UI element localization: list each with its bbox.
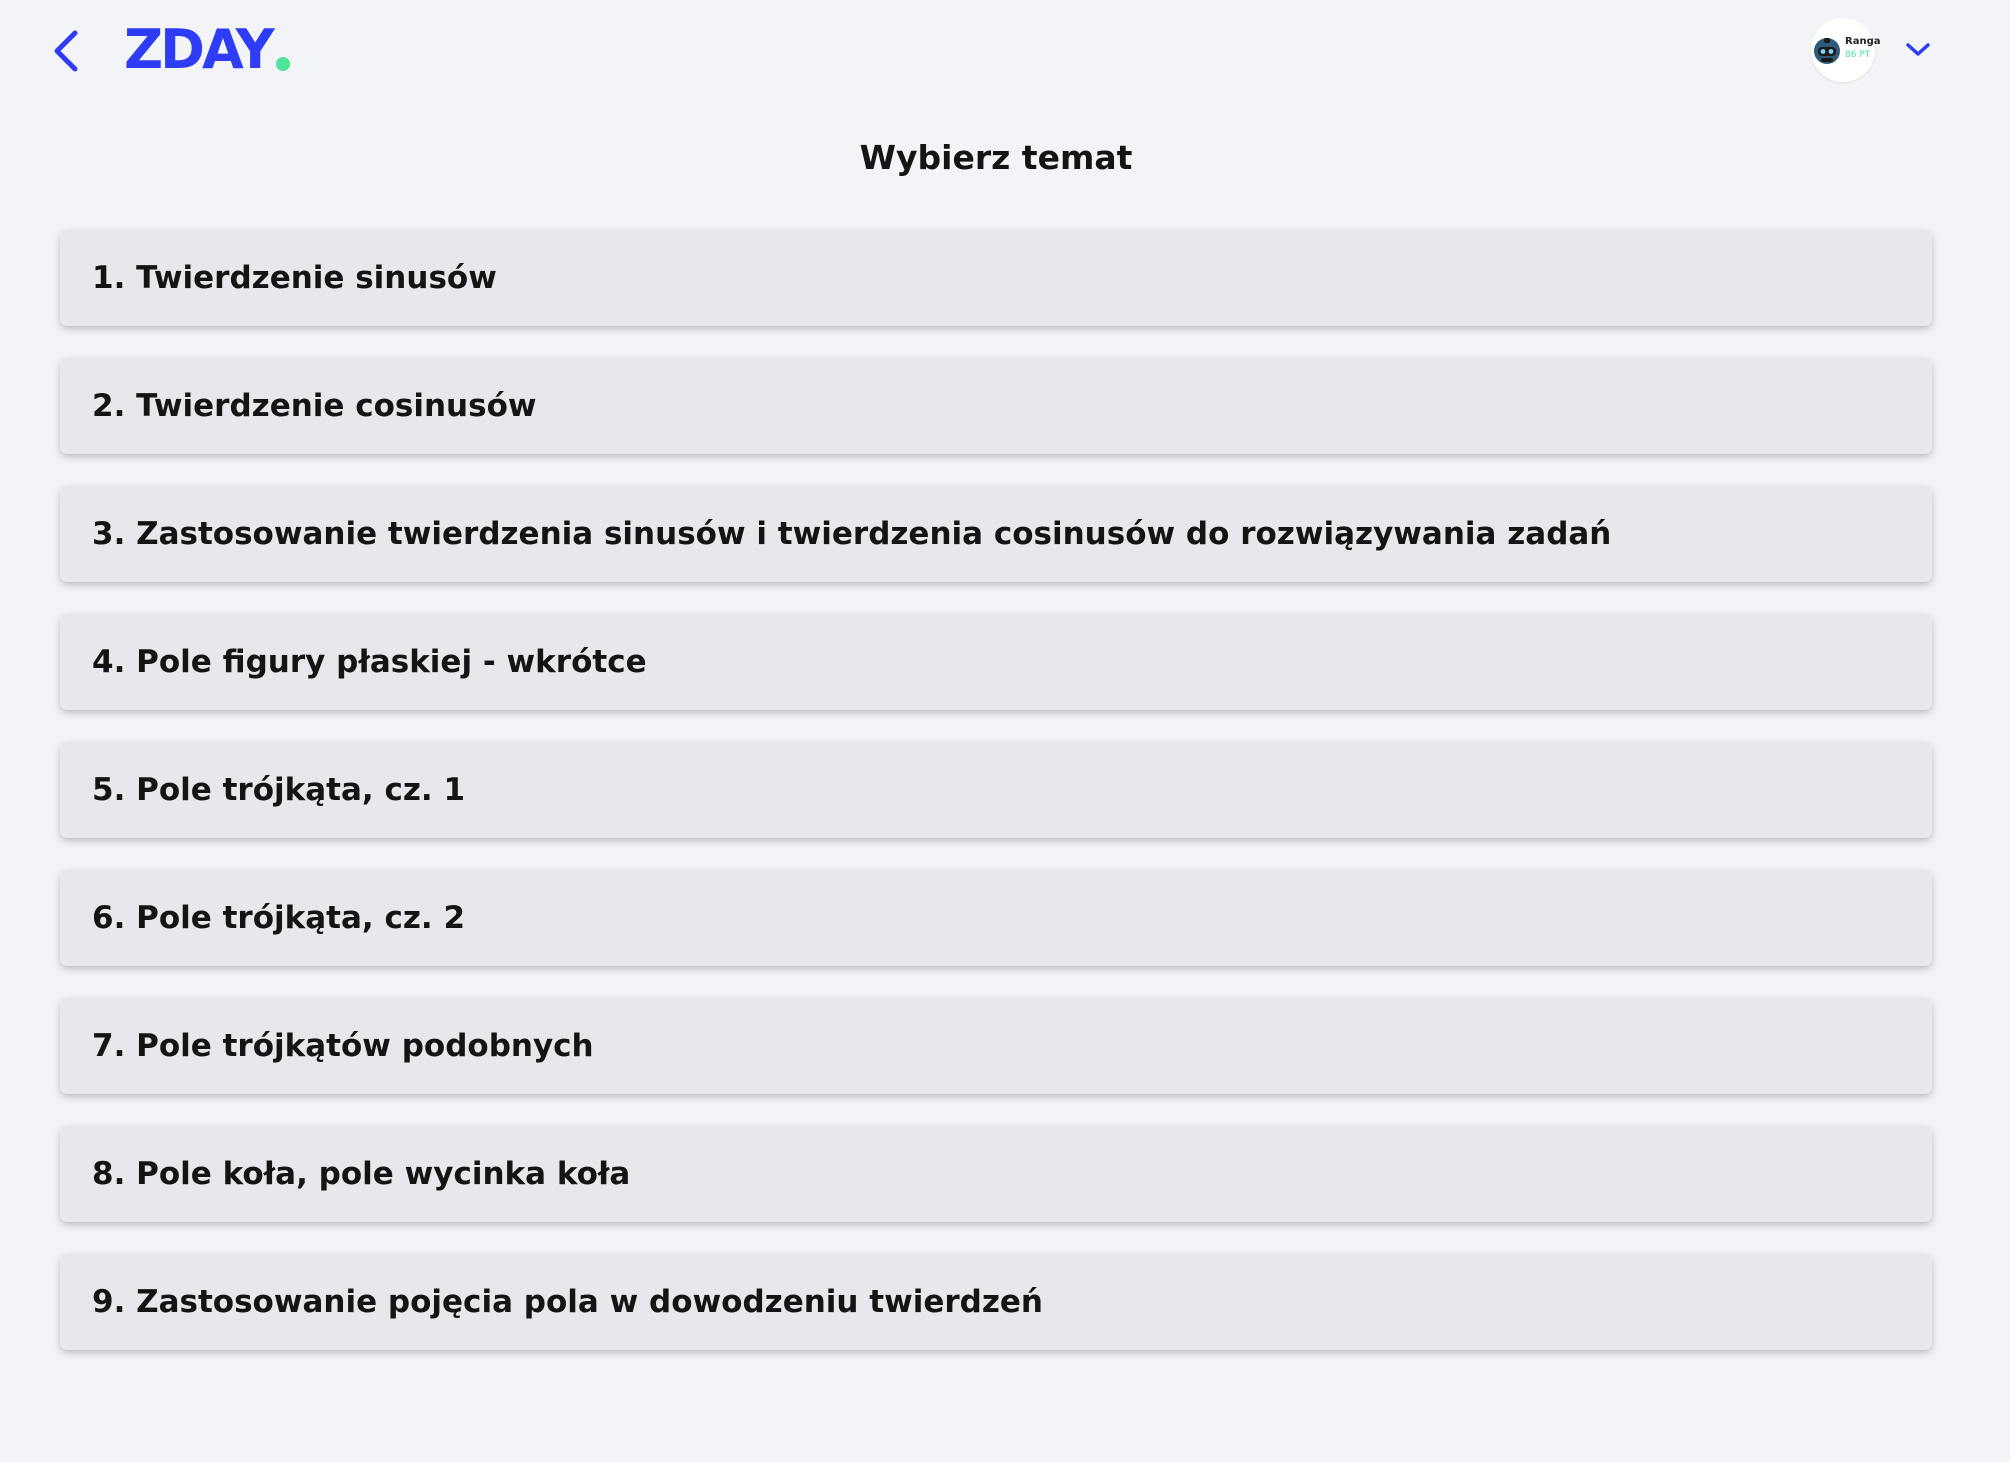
logo-dot (276, 57, 290, 71)
top-bar (0, 0, 2010, 100)
topic-item-8[interactable] (60, 1126, 1932, 1222)
chevron-down-icon (1904, 41, 1932, 59)
robot-avatar-icon (1811, 34, 1843, 66)
topic-list (60, 230, 1932, 1382)
back-button[interactable] (46, 26, 86, 76)
topic-item-3[interactable] (60, 486, 1932, 582)
topic-label: 5. Pole trójkąta, cz. 1 (92, 772, 466, 808)
topic-item-2[interactable] (60, 358, 1932, 454)
topic-label: 2. Twierdzenie cosinusów (92, 388, 537, 424)
chevron-left-icon (51, 29, 81, 73)
topic-label: 8. Pole koła, pole wycinka koła (92, 1156, 631, 1192)
page-title: Wybierz temat (859, 138, 1133, 177)
topic-item-5[interactable] (60, 742, 1932, 838)
rank-label: Ranga (1845, 36, 1881, 47)
topic-label: 6. Pole trójkąta, cz. 2 (92, 900, 466, 936)
user-avatar[interactable] (1811, 18, 1881, 82)
topic-label: 4. Pole figury płaskiej - wkrótce (92, 644, 647, 680)
topic-label: 9. Zastosowanie pojęcia pola w dowodzeniu twierdzeń (92, 1284, 1043, 1320)
topic-label: 7. Pole trójkątów podobnych (92, 1028, 594, 1064)
topic-item-4[interactable] (60, 614, 1932, 710)
points-label: 86 PT (1845, 50, 1871, 60)
logo-text: ZDAY (124, 18, 272, 81)
account-menu-button[interactable] (1900, 30, 1936, 70)
topic-item-1[interactable] (60, 230, 1932, 326)
topic-item-6[interactable] (60, 870, 1932, 966)
topic-item-7[interactable] (60, 998, 1932, 1094)
topic-label: 3. Zastosowanie twierdzenia sinusów i twierdzenia cosinusów do rozwiązywania zadań (92, 516, 1612, 552)
zday-logo[interactable] (124, 18, 290, 81)
topic-label: 1. Twierdzenie sinusów (92, 260, 497, 296)
topic-item-9[interactable] (60, 1254, 1932, 1350)
